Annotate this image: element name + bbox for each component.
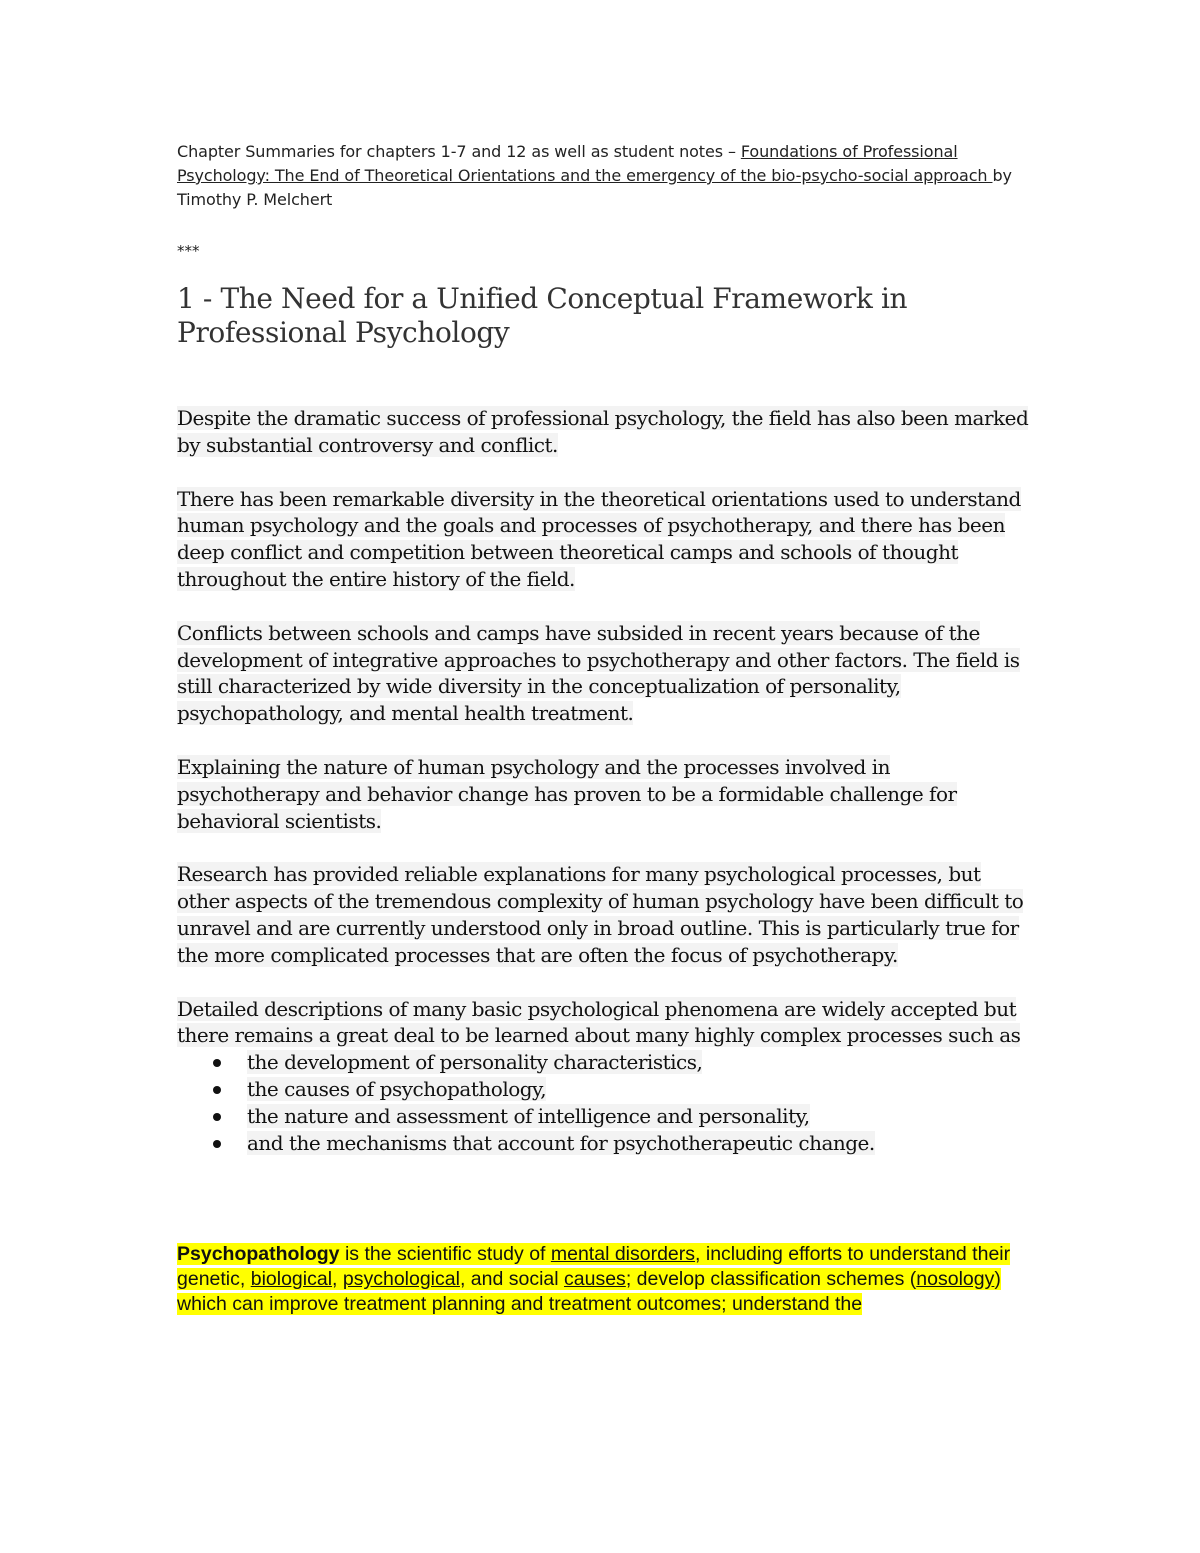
paragraph: Explaining the nature of human psychology and the processes involved in psychotherapy and behavior change has proven to be a formidable challenge for behavioral scientists. [177, 754, 957, 833]
bullet-list [177, 1049, 1037, 1156]
list-item: the nature and assessment of intelligence and personality, [177, 1103, 1037, 1130]
link-causes[interactable]: causes [564, 1268, 626, 1291]
paragraph: Despite the dramatic success of professional psychology, the field has also been marked by substantial controversy and conflict. [177, 406, 1029, 457]
paragraph: There has been remarkable diversity in the theoretical orientations used to understand human psychology and the goals and processes of psychotherapy, and there has been deep conflict and competition between theoretical camps and schools of thought throughout the entire history of the field. [177, 486, 1021, 591]
definition-term: Psychopathology [177, 1243, 340, 1266]
paragraph: Detailed descriptions of many basic psychological phenomena are widely accepted but there remains a great deal to be learned about many highly complex processes such as [177, 996, 1021, 1048]
book-title: Foundations of Professional Psychology: The End of Theoretical Orientations and the emergency of the bio-psycho-social approach [177, 142, 993, 185]
list-item: the development of personality characteristics, [177, 1049, 1037, 1076]
bullet-icon [213, 1059, 221, 1067]
highlighted-text: Psychopathology is the scientific study of mental disorders, including efforts to understand their genetic, biological, psychological, and social causes; develop classification schemes (nosology) which can improve treatment planning and treatment outcomes; understand the [177, 1243, 1011, 1316]
section-separator: *** [177, 242, 200, 260]
link-biological[interactable]: biological [250, 1268, 333, 1291]
document-page [177, 140, 1037, 1317]
intro-prefix: Chapter Summaries for chapters 1-7 and 12 as well as student notes – [177, 142, 741, 161]
paragraph: Conflicts between schools and camps have subsided in recent years because of the development of integrative approaches to psychotherapy and other factors. The field is still characterized by wide diversity in the conceptualization of personality, psychopathology, and mental health treatment. [177, 620, 1020, 726]
link-psychological[interactable]: psychological [342, 1268, 460, 1291]
link-nosology[interactable]: nosology [916, 1268, 995, 1291]
bullet-icon [213, 1086, 221, 1094]
list-item: and the mechanisms that account for psychotherapeutic change. [177, 1130, 1037, 1157]
link-mental-disorders[interactable]: mental disorders [550, 1243, 696, 1266]
bullet-icon [213, 1113, 221, 1121]
book-author: by Timothy P. Melchert [177, 166, 1012, 209]
intro-line [177, 140, 1037, 212]
chapter-heading: 1 - The Need for a Unified Conceptual Framework in Professional Psychology [177, 282, 908, 349]
list-item: the causes of psychopathology, [177, 1076, 1037, 1103]
paragraph: Research has provided reliable explanations for many psychological processes, but other aspects of the tremendous complexity of human psychology have been difficult to unravel and are currently understood only in broad outline. This is particularly true for the more complicated processes that are often the focus of psychotherapy. [177, 862, 1024, 967]
bullet-icon [213, 1140, 221, 1148]
definition-paragraph [177, 1242, 1037, 1317]
